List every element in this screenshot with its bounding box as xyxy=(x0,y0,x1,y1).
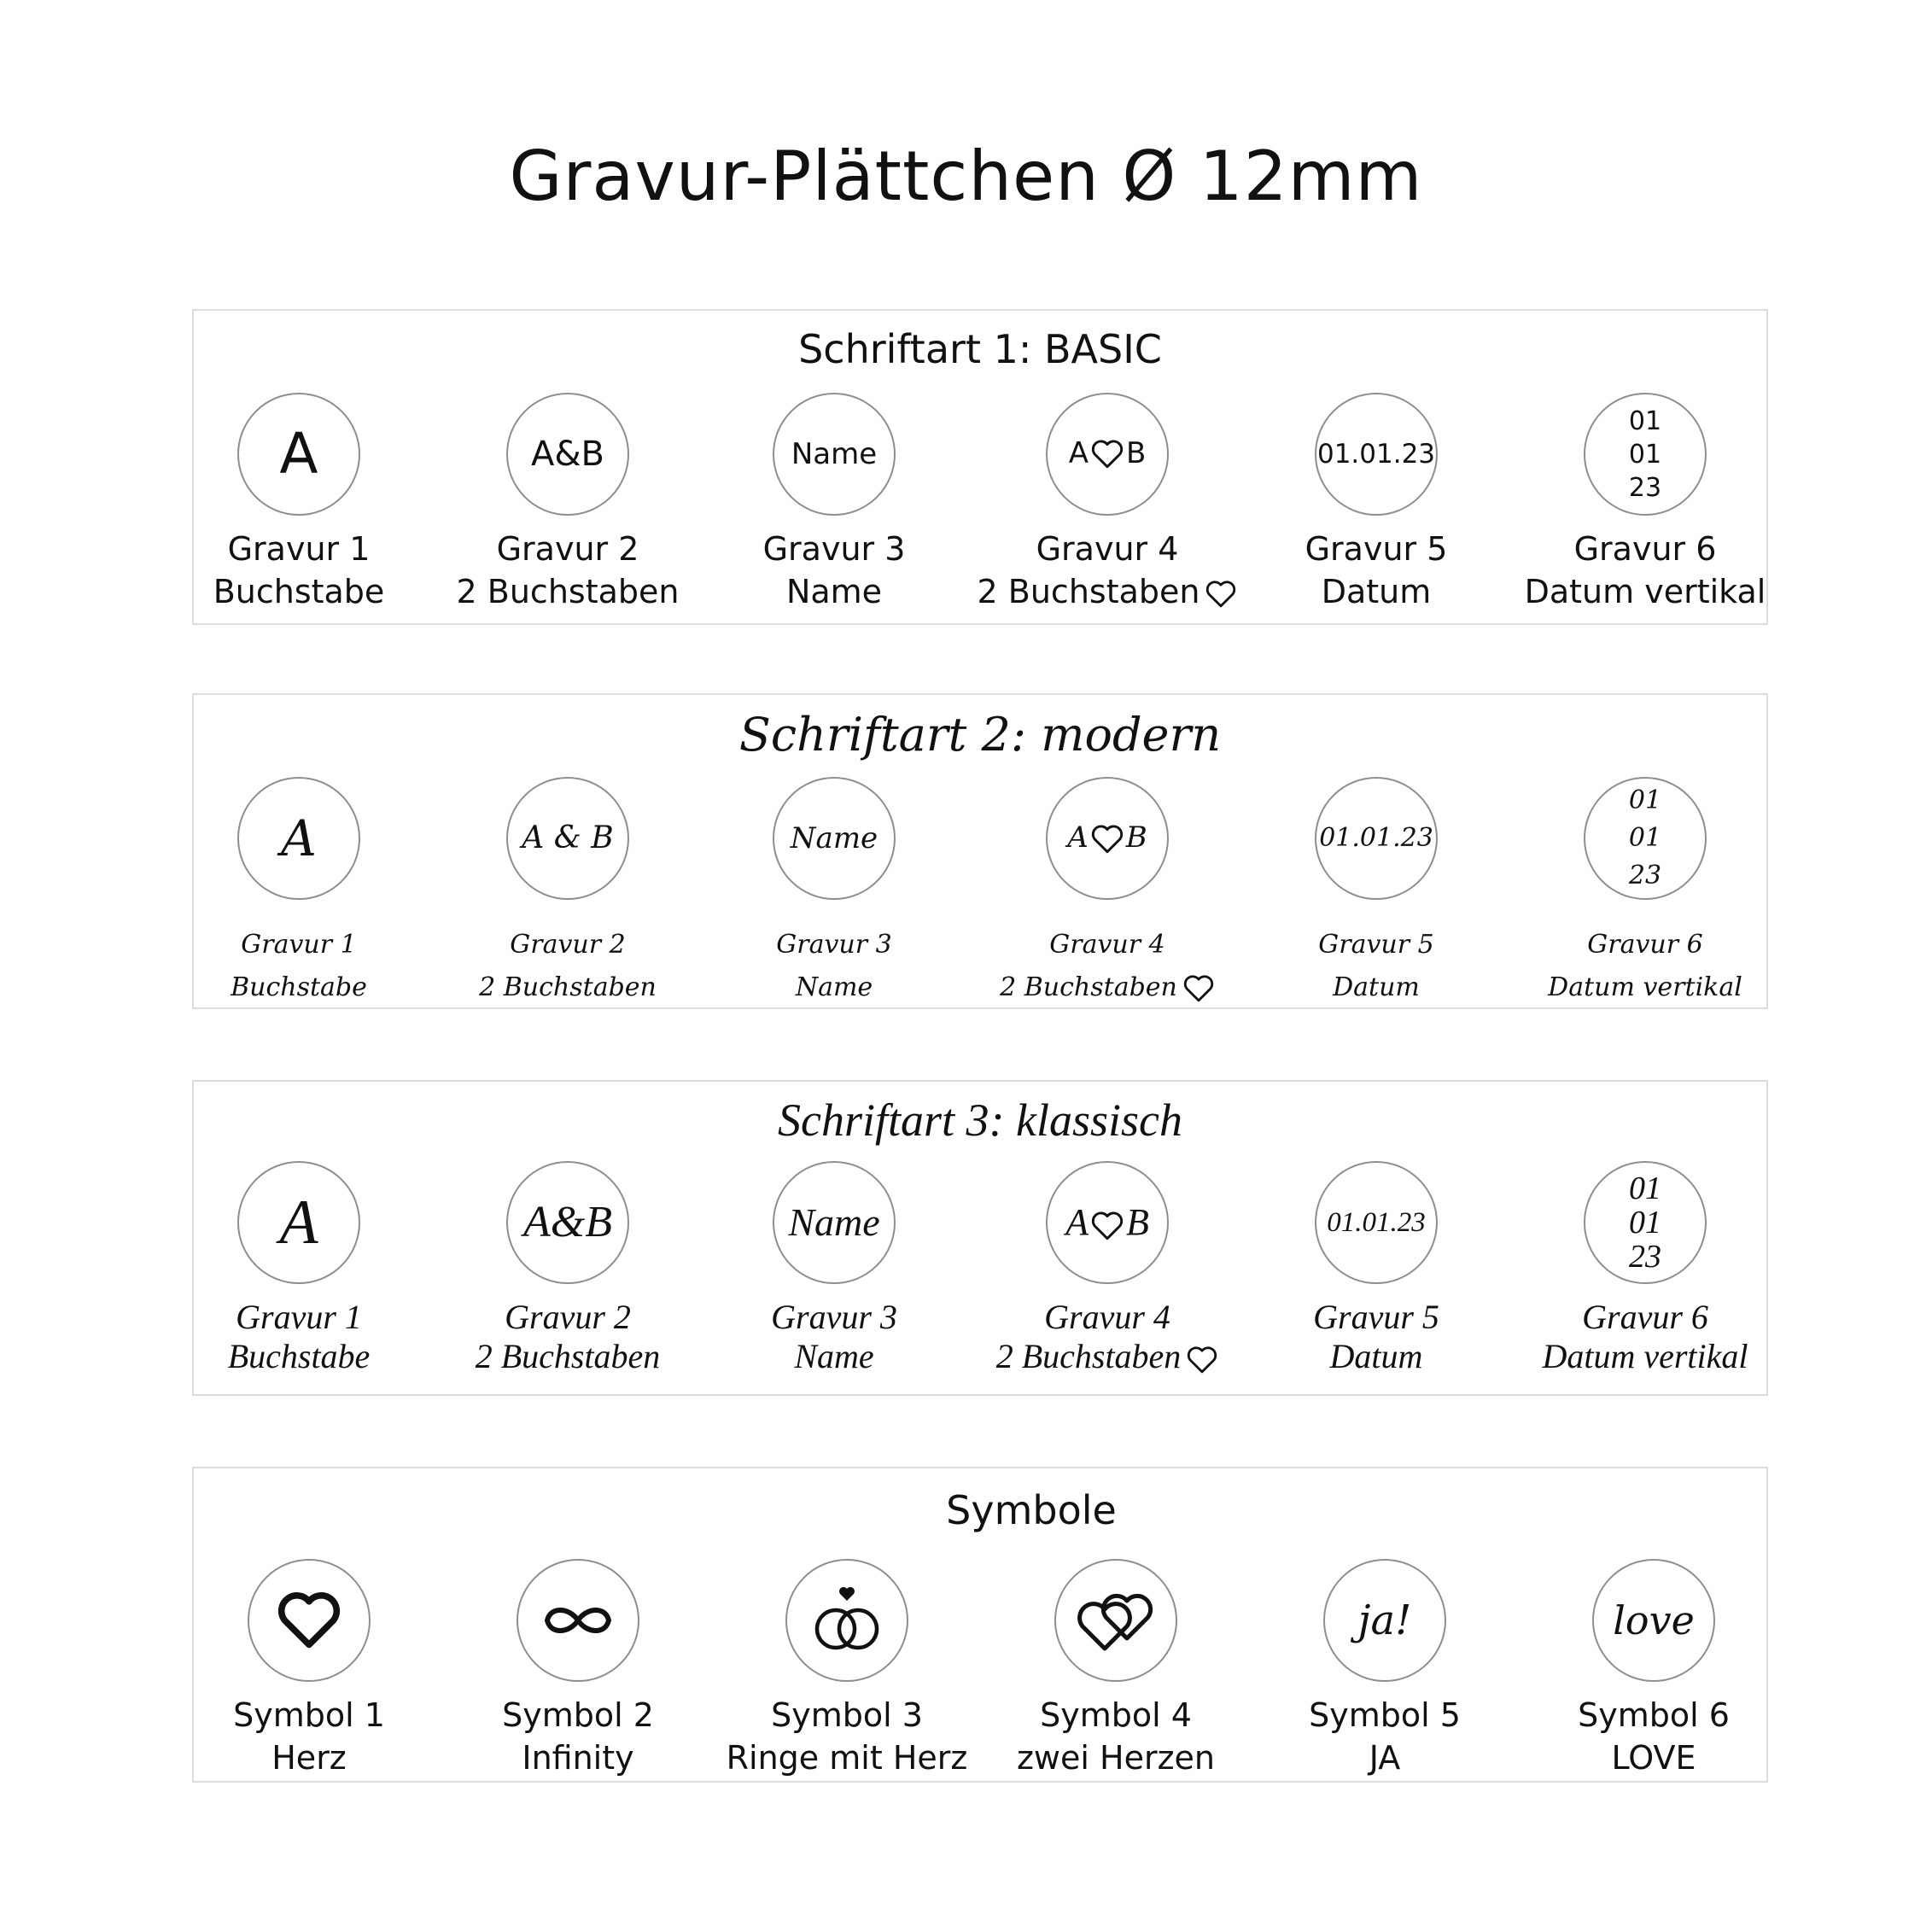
engraving-disc xyxy=(248,1559,371,1682)
disc-text: Name xyxy=(791,437,878,471)
option-label: Gravur 1 Buchstabe xyxy=(231,930,367,1002)
engraving-disc xyxy=(1054,1559,1177,1682)
disc-text: 01.01.23 xyxy=(1319,823,1433,853)
panel-symbols xyxy=(192,1467,1768,1783)
disc-text: A & B xyxy=(522,820,614,855)
disc-text: 01.01.23 xyxy=(1327,1206,1426,1238)
engraving-disc xyxy=(773,777,896,900)
disc-text: A B xyxy=(1067,820,1147,855)
heart-icon xyxy=(1090,824,1124,855)
engraving-disc xyxy=(506,777,629,900)
disc-text: A xyxy=(279,421,318,487)
disc-text: Name xyxy=(788,1200,880,1244)
engraving-disc xyxy=(237,1161,360,1284)
engraving-disc xyxy=(1323,1559,1446,1682)
disc-text: A&B xyxy=(531,435,604,474)
option-label: Symbol 1 Herz xyxy=(233,1696,385,1777)
engraving-disc xyxy=(1315,393,1438,516)
engraving-disc xyxy=(517,1559,639,1682)
panel-heading: Schriftart 1: BASIC xyxy=(798,326,1162,372)
engraving-disc: 01 01 23 xyxy=(1584,777,1707,900)
engraving-disc xyxy=(1046,1161,1169,1284)
option-label: Gravur 6 Datum vertikal xyxy=(1524,530,1766,610)
disc-text: 01.01.23 xyxy=(1316,438,1436,470)
option-label: Gravur 5 Datum xyxy=(1305,530,1448,610)
rings-with-heart-icon xyxy=(800,1582,894,1659)
page-title: Gravur-Plättchen Ø 12mm xyxy=(509,137,1423,216)
option-label: Gravur 3 Name xyxy=(762,530,906,610)
heart-icon xyxy=(277,1591,341,1650)
engraving-disc xyxy=(1592,1559,1715,1682)
option-label: Gravur 2 2 Buchstaben xyxy=(456,530,680,610)
engraving-disc xyxy=(506,1161,629,1284)
engraving-disc xyxy=(785,1559,908,1682)
panel-heading: Schriftart 2: modern xyxy=(738,708,1222,762)
disc-text: ja! xyxy=(1357,1596,1412,1644)
engraving-disc xyxy=(1315,777,1438,900)
option-label: Gravur 1 Buchstabe xyxy=(213,530,385,610)
disc-text: A B xyxy=(1065,1201,1149,1243)
engraving-disc xyxy=(237,777,360,900)
option-label: Gravur 6 Datum vertikal xyxy=(1548,930,1742,1002)
disc-text: love xyxy=(1613,1597,1695,1643)
option-label: Gravur 2 2 Buchstaben xyxy=(475,1298,661,1375)
option-label: Symbol 5 JA xyxy=(1309,1696,1461,1777)
heart-icon xyxy=(1090,439,1124,470)
option-label: Gravur 6 Datum vertikal xyxy=(1542,1298,1748,1375)
disc-text: A B xyxy=(1068,435,1147,470)
option-label: Symbol 4 zwei Herzen xyxy=(1016,1696,1216,1777)
option-label: Symbol 2 Infinity xyxy=(502,1696,654,1777)
option-label: Gravur 4 2 Buchstaben xyxy=(937,1298,1278,1376)
engraving-disc xyxy=(237,393,360,516)
option-label: Gravur 5 Datum xyxy=(1318,930,1434,1002)
engraving-disc xyxy=(1046,777,1169,900)
option-label: Gravur 5 Datum xyxy=(1313,1298,1439,1375)
option-label: Symbol 6 LOVE xyxy=(1578,1696,1730,1777)
panel-heading: Symbole xyxy=(946,1487,1117,1533)
infinity-icon xyxy=(535,1599,621,1642)
option-label: Gravur 3 Name xyxy=(771,1298,897,1375)
option-label: Gravur 1 Buchstabe xyxy=(227,1298,371,1375)
panel-classic xyxy=(192,1080,1768,1396)
option-label: Gravur 4 2 Buchstaben xyxy=(937,924,1278,1009)
engraving-disc xyxy=(773,1161,896,1284)
two-hearts-icon xyxy=(1069,1582,1163,1659)
heart-icon xyxy=(1090,1211,1124,1241)
panel-modern xyxy=(192,693,1768,1009)
engraving-disc xyxy=(506,393,629,516)
option-label: Gravur 4 2 Buchstaben xyxy=(937,528,1278,613)
panel-heading: Schriftart 3: klassisch xyxy=(778,1094,1182,1146)
disc-text: Name xyxy=(790,821,878,855)
disc-text: A&B xyxy=(523,1198,612,1246)
engraving-disc: 01 01 23 xyxy=(1584,1161,1707,1284)
engraving-disc: 01 01 23 xyxy=(1584,393,1707,516)
engraving-disc xyxy=(773,393,896,516)
disc-text: A xyxy=(281,809,317,867)
option-label: Symbol 3 Ringe mit Herz xyxy=(726,1696,968,1777)
disc-text: A xyxy=(279,1188,318,1258)
panel-basic xyxy=(192,309,1768,625)
option-label: Gravur 3 Name xyxy=(776,930,892,1002)
engraving-disc xyxy=(1315,1161,1438,1284)
option-label: Gravur 2 2 Buchstaben xyxy=(479,930,657,1002)
engraving-disc xyxy=(1046,393,1169,516)
